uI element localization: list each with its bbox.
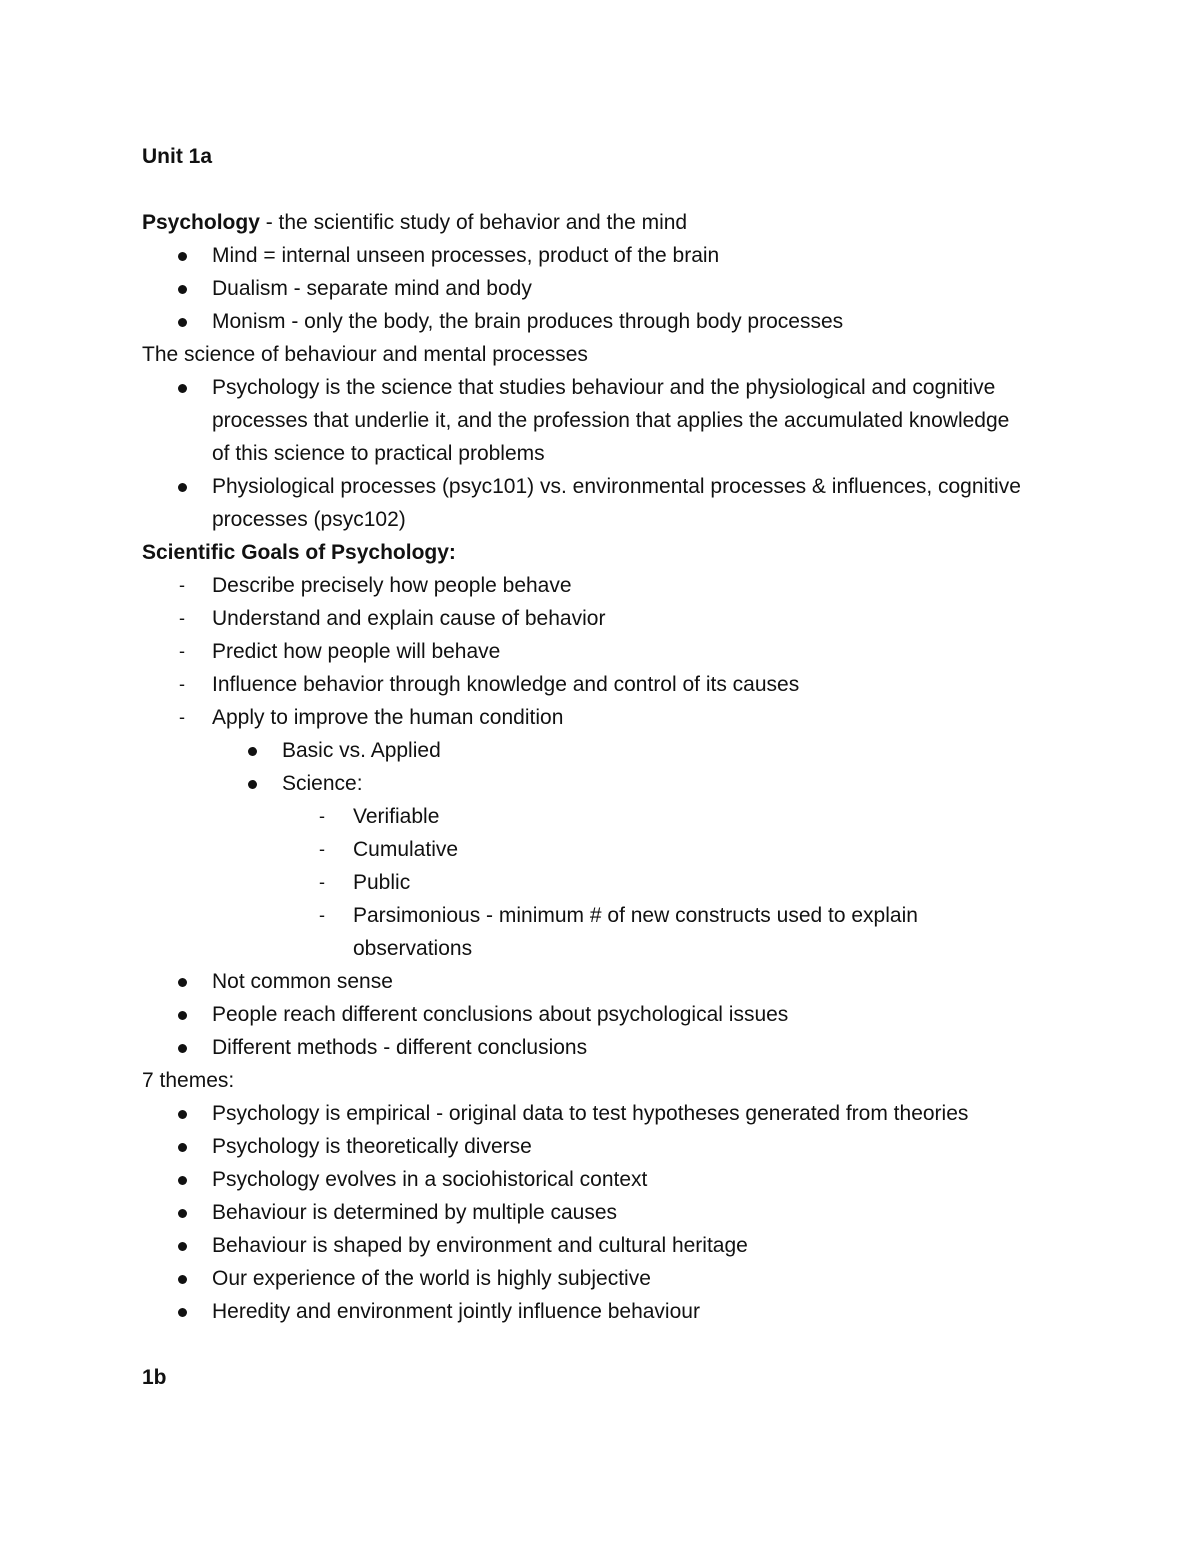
goals-heading: Scientific Goals of Psychology: (142, 541, 456, 564)
bullet-icon (178, 978, 187, 987)
list-item-text: Describe precisely how people behave (212, 574, 572, 597)
list-item (142, 800, 1062, 833)
list-item (142, 305, 1062, 338)
psychology-definition (142, 206, 1062, 239)
list-item-text: Parsimonious - minimum # of new constructs used to explain (353, 904, 918, 927)
bullet-icon (178, 1308, 187, 1317)
list-item-text: Monism - only the body, the brain produces through body processes (212, 310, 844, 333)
list-item-continuation: of this science to practical problems (212, 442, 545, 465)
list-item-text: Science: (282, 772, 363, 795)
list-item-text: Physiological processes (psyc101) vs. environmental processes & influences, cognitive (212, 475, 1021, 498)
list-item-text: Basic vs. Applied (282, 739, 441, 762)
bullet-icon (178, 384, 187, 393)
bullet-icon (178, 1242, 187, 1251)
bullet-icon (178, 1275, 187, 1284)
list-item-text: Understand and explain cause of behavior (212, 607, 606, 630)
list-item-continuation: processes that underlie it, and the profession that applies the accumulated knowledge (212, 409, 1010, 432)
dash-icon: - (179, 674, 185, 694)
list-item (142, 1295, 1062, 1328)
list-item (142, 1262, 1062, 1295)
bullet-icon (178, 1143, 187, 1152)
list-item (142, 569, 1062, 602)
science-heading: The science of behaviour and mental processes (142, 343, 588, 366)
list-item (142, 998, 1062, 1031)
list-item-text: Apply to improve the human condition (212, 706, 564, 729)
list-item-text: Dualism - separate mind and body (212, 277, 532, 300)
list-item (142, 1130, 1062, 1163)
list-item-text: Verifiable (353, 805, 440, 828)
bullet-icon (178, 1209, 187, 1218)
list-item (142, 866, 1062, 899)
list-item (142, 965, 1062, 998)
bullet-icon (178, 318, 187, 327)
psychology-def-text: - the scientific study of behavior and the mind (259, 211, 688, 234)
dash-icon: - (179, 641, 185, 661)
list-item (142, 1097, 1062, 1130)
next-section-heading: 1b (142, 1366, 167, 1389)
list-item (142, 239, 1062, 272)
dash-icon: - (319, 872, 325, 892)
list-item-text: Influence behavior through knowledge and control of its causes (212, 673, 800, 696)
psychology-term: Psychology (142, 211, 260, 234)
list-item (142, 602, 1062, 635)
list-item-text: Psychology is theoretically diverse (212, 1135, 532, 1158)
bullet-icon (178, 1011, 187, 1020)
list-item (142, 701, 1062, 734)
bullet-icon (178, 252, 187, 261)
list-item-text: Our experience of the world is highly subjective (212, 1267, 651, 1290)
list-item-text: Psychology evolves in a sociohistorical context (212, 1168, 648, 1191)
list-item-text: Public (353, 871, 411, 894)
list-item (142, 470, 1062, 503)
dash-icon: - (319, 839, 325, 859)
list-item-text: Psychology is empirical - original data to test hypotheses generated from theories (212, 1102, 969, 1125)
dash-icon: - (319, 806, 325, 826)
bullet-icon (178, 483, 187, 492)
dash-icon: - (179, 608, 185, 628)
list-item (142, 371, 1062, 404)
list-item-text: People reach different conclusions about psychological issues (212, 1003, 789, 1026)
dash-icon: - (179, 575, 185, 595)
list-item (142, 899, 1062, 932)
list-item-text: Behaviour is determined by multiple causes (212, 1201, 618, 1224)
bullet-icon (178, 1044, 187, 1053)
list-item-text: Cumulative (353, 838, 459, 861)
document-content (142, 140, 1062, 1394)
list-item (142, 833, 1062, 866)
themes-heading: 7 themes: (142, 1069, 235, 1092)
list-item (142, 272, 1062, 305)
list-item (142, 734, 1062, 767)
list-item-continuation: processes (psyc102) (212, 508, 406, 531)
list-item-text: Mind = internal unseen processes, product of the brain (212, 244, 720, 267)
list-item-continuation: observations (353, 937, 473, 960)
list-item (142, 635, 1062, 668)
list-item (142, 767, 1062, 800)
list-item-text: Behaviour is shaped by environment and cultural heritage (212, 1234, 748, 1257)
bullet-icon (178, 1176, 187, 1185)
list-item-text: Psychology is the science that studies behaviour and the physiological and cognitive (212, 376, 996, 399)
bullet-icon (178, 1110, 187, 1119)
list-item (142, 1196, 1062, 1229)
list-item-text: Predict how people will behave (212, 640, 501, 663)
list-item-text: Not common sense (212, 970, 393, 993)
dash-icon: - (179, 707, 185, 727)
bullet-icon (248, 780, 257, 789)
dash-icon: - (319, 905, 325, 925)
list-item-text: Heredity and environment jointly influence behaviour (212, 1300, 700, 1323)
list-item-text: Different methods - different conclusions (212, 1036, 588, 1059)
unit-title: Unit 1a (142, 145, 213, 168)
list-item (142, 1031, 1062, 1064)
list-item (142, 668, 1062, 701)
bullet-icon (178, 285, 187, 294)
list-item (142, 1229, 1062, 1262)
bullet-icon (248, 747, 257, 756)
list-item (142, 1163, 1062, 1196)
